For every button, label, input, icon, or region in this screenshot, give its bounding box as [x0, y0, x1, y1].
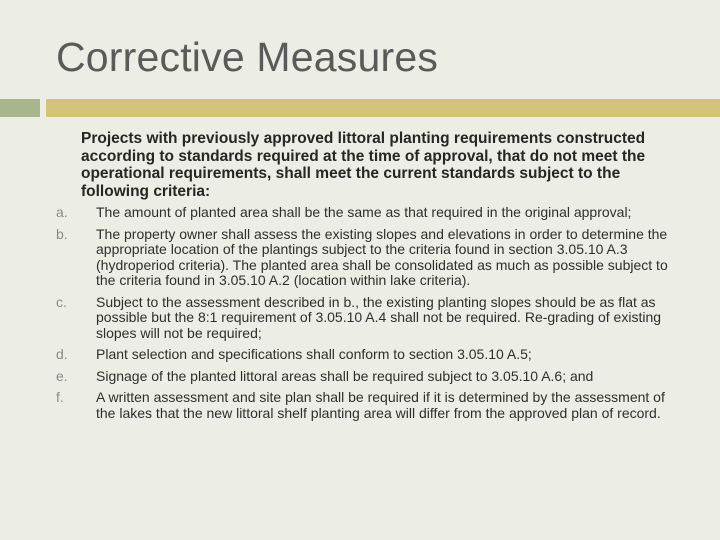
list-item-text: The property owner shall assess the existing slopes and elevations in order to determine the appropriate location of the plantings subject to the criteria found in section 3.05.10 A.3 (hydroperiod criteria). The planted area shall be consolidated as much as possible subject to the criteria found in 3.05.10 A.2 (location within lake criteria).: [96, 225, 668, 288]
accent-bar-right: [46, 99, 720, 117]
list-item-e: [56, 369, 686, 385]
list-item-a: [56, 205, 686, 221]
list-item-f: [56, 390, 686, 421]
list-item-c: [56, 295, 686, 342]
list-marker: d.: [56, 346, 68, 362]
list-item-b: [56, 227, 686, 289]
list-item-d: [56, 347, 686, 363]
list-item-text: Signage of the planted littoral areas shall be required subject to 3.05.10 A.6; and: [96, 367, 594, 384]
list-marker: e.: [56, 367, 68, 384]
accent-bar-left: [0, 99, 40, 117]
list-item-text: A written assessment and site plan shall be required if it is determined by the assessment of the lakes that the new littoral shelf planting area will differ from the approved plan of record.: [96, 389, 665, 421]
slide-title: Corrective Measures: [56, 34, 439, 80]
list-marker: c.: [56, 293, 67, 310]
list-marker: f.: [56, 389, 64, 405]
intro-paragraph: Projects with previously approved littoral planting requirements constructed according to standards required at the time of approval, that do not meet the operational requirements, shall meet the current standards subject to the following criteria:: [81, 130, 646, 200]
list-item-text: Plant selection and specifications shall conform to section 3.05.10 A.5;: [96, 346, 532, 362]
list-item-text: The amount of planted area shall be the same as that required in the original approval;: [96, 204, 632, 220]
criteria-list: [56, 205, 686, 427]
list-item-text: Subject to the assessment described in b., the existing planting slopes should be as flat as possible but the 8:1 requirement of 3.05.10 A.4 shall not be required. Re-grading of existing slopes will not be required;: [96, 293, 662, 341]
list-marker: b.: [56, 225, 68, 242]
list-marker: a.: [56, 204, 68, 220]
